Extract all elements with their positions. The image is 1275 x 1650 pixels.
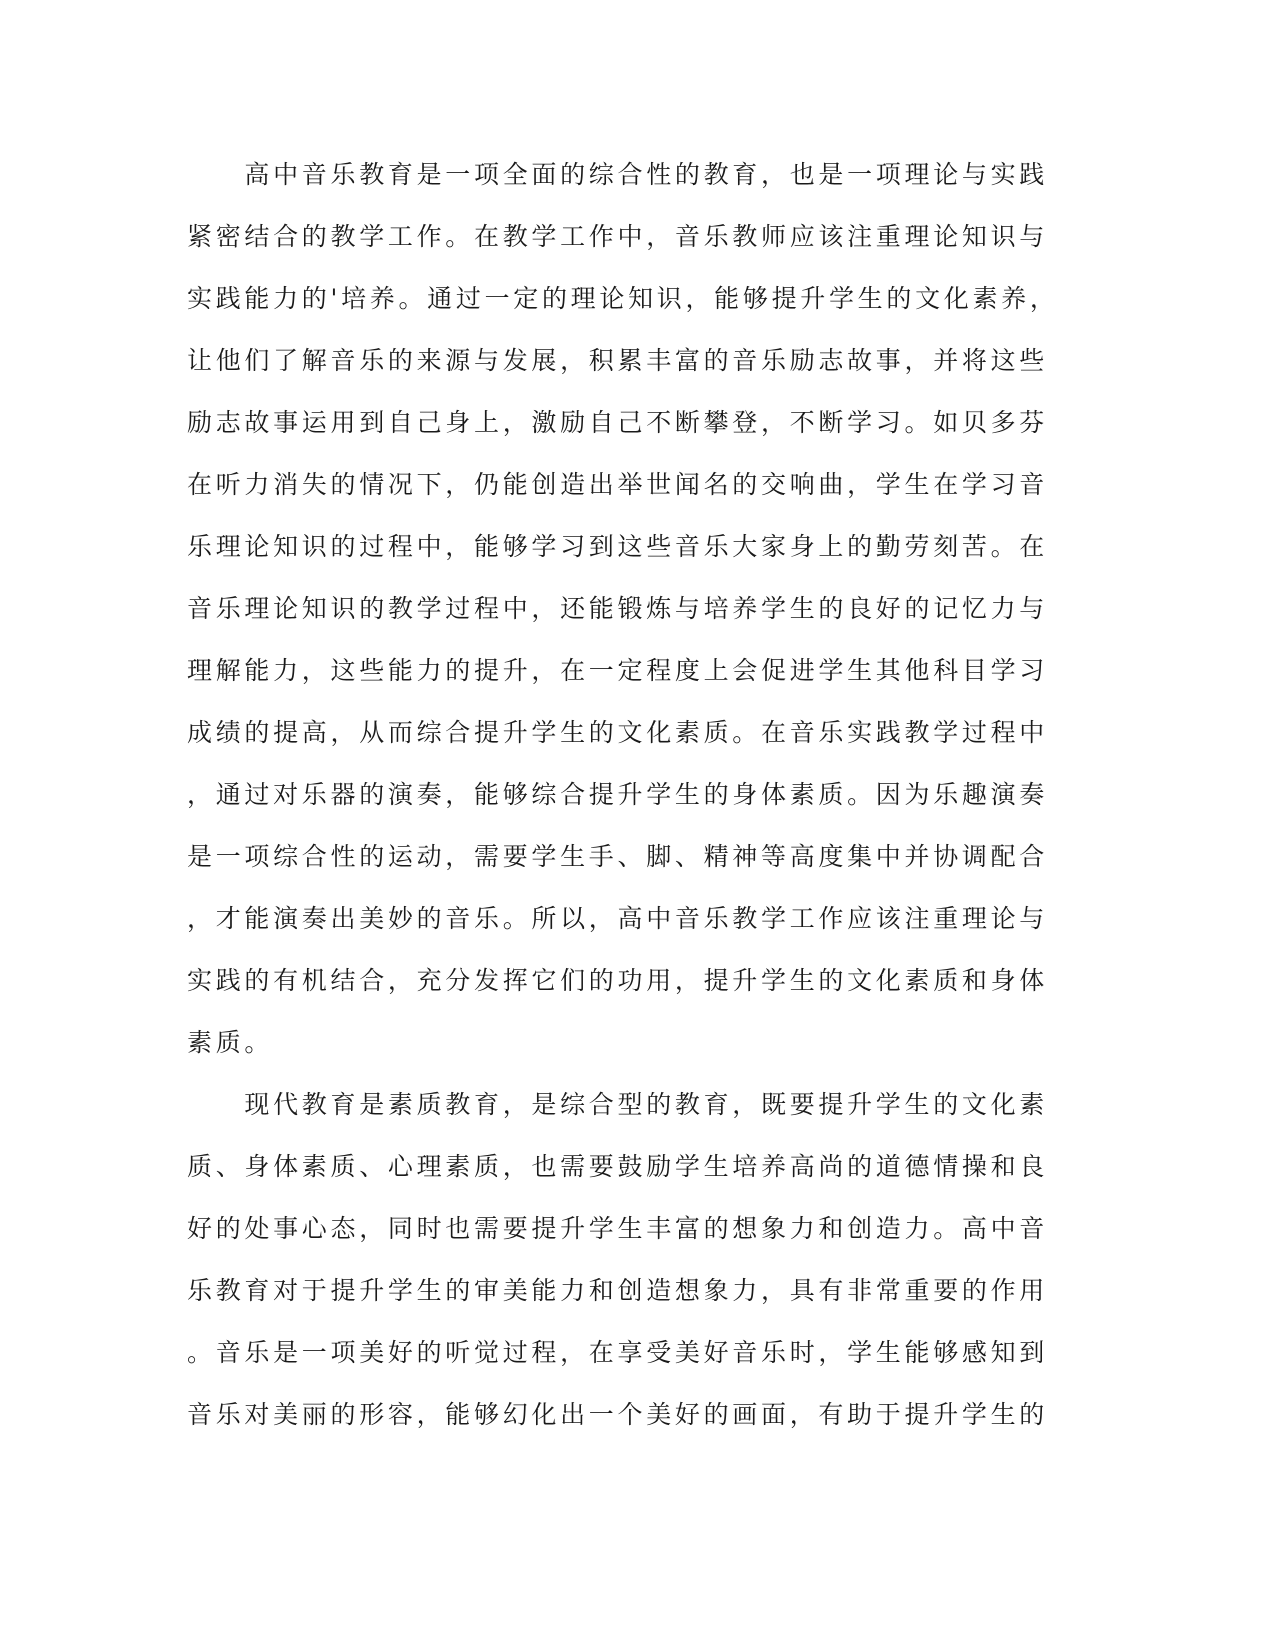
paragraph-1 xyxy=(187,160,1067,1057)
text-line: 励志故事运用到自己身上，激励自己不断攀登，不断学习。如贝多芬 xyxy=(187,408,1049,437)
text-line: 音乐对美丽的形容，能够幻化出一个美好的画面，有助于提升学生的 xyxy=(187,1400,1049,1429)
text-line: 好的处事心态，同时也需要提升学生丰富的想象力和创造力。高中音 xyxy=(187,1214,1049,1243)
text-line: 素质。 xyxy=(187,1028,274,1057)
body-text xyxy=(187,160,1067,1462)
text-line: 现代教育是素质教育，是综合型的教育，既要提升学生的文化素 xyxy=(187,1090,1049,1119)
text-line: 让他们了解音乐的来源与发展，积累丰富的音乐励志故事，并将这些 xyxy=(187,346,1049,375)
text-line: ，才能演奏出美妙的音乐。所以，高中音乐教学工作应该注重理论与 xyxy=(187,904,1049,933)
text-line: 是一项综合性的运动，需要学生手、脚、精神等高度集中并协调配合 xyxy=(187,842,1049,871)
text-line: 音乐理论知识的教学过程中，还能锻炼与培养学生的良好的记忆力与 xyxy=(187,594,1049,623)
text-line: 乐理论知识的过程中，能够学习到这些音乐大家身上的勤劳刻苦。在 xyxy=(187,532,1049,561)
text-line: 实践能力的'培养。通过一定的理论知识，能够提升学生的文化素养， xyxy=(187,284,1059,313)
text-line: 实践的有机结合，充分发挥它们的功用，提升学生的文化素质和身体 xyxy=(187,966,1049,995)
paragraph-2 xyxy=(187,1090,1067,1429)
text-line: 质、身体素质、心理素质，也需要鼓励学生培养高尚的道德情操和良 xyxy=(187,1152,1049,1181)
text-line: ，通过对乐器的演奏，能够综合提升学生的身体素质。因为乐趣演奏 xyxy=(187,780,1049,809)
text-line: 乐教育对于提升学生的审美能力和创造想象力，具有非常重要的作用 xyxy=(187,1276,1049,1305)
text-line: 。音乐是一项美好的听觉过程，在享受美好音乐时，学生能够感知到 xyxy=(187,1338,1049,1367)
text-line: 成绩的提高，从而综合提升学生的文化素质。在音乐实践教学过程中 xyxy=(187,718,1049,747)
text-line: 紧密结合的教学工作。在教学工作中，音乐教师应该注重理论知识与 xyxy=(187,222,1049,251)
text-line: 高中音乐教育是一项全面的综合性的教育，也是一项理论与实践 xyxy=(187,160,1049,189)
text-line: 理解能力，这些能力的提升，在一定程度上会促进学生其他科目学习 xyxy=(187,656,1049,685)
text-line: 在听力消失的情况下，仍能创造出举世闻名的交响曲，学生在学习音 xyxy=(187,470,1049,499)
